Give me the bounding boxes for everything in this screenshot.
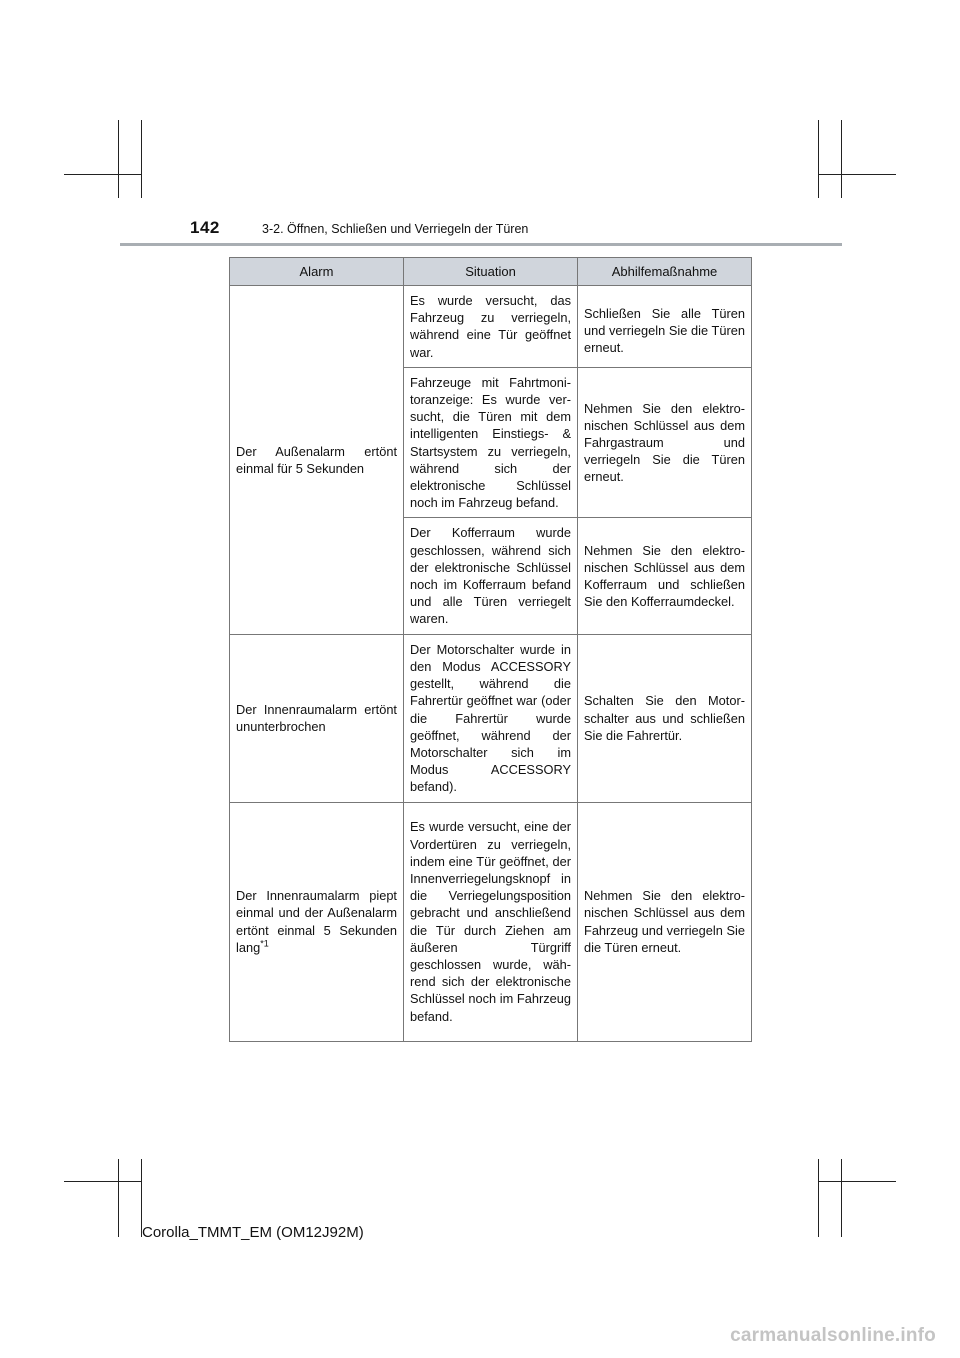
crop-mark [64,1181,141,1182]
remedy-cell: Schalten Sie den Motorschalter aus und schließen Sie die Fahrertür. [578,634,752,802]
watermark: carmanualsonline.info [730,1325,936,1346]
alarm-text: Der Innenraumalarm piept einmal und der Außenalarm ertönt einmal 5 Sekunden lang [236,888,397,955]
crop-mark [64,174,141,175]
column-header-situation: Situation [404,258,578,286]
remedy-cell: Schließen Sie alle Türen und verriegeln Sie die Türen erneut. [578,286,752,368]
crop-mark [818,120,819,198]
crop-mark [841,1159,842,1237]
situation-cell: Fahrzeuge mit Fahrtmonitoranzeige: Es wurde versucht, die Türen mit dem intelligenten Einstiegs- & Startsystem zu verriegeln, während sich der elektronische Schlüssel noch im Fahrzeug befand. [404,367,578,518]
table-row [230,286,752,368]
table-row [230,802,752,1041]
situation-cell: Der Kofferraum wurde geschlossen, während sich der elektronische Schlüssel noch im Kofferraum befand und alle Türen verriegelt waren. [404,518,578,634]
remedy-cell: Nehmen Sie den elektronischen Schlüssel aus dem Fahrzeug und verriegeln Sie die Türen erneut. [578,802,752,1041]
crop-mark [118,1159,119,1237]
alarm-cell: Der Außenalarm ertönt einmal für 5 Sekunden [230,286,404,635]
crop-mark [118,120,119,198]
header-rule [120,243,842,246]
table-header-row [230,258,752,286]
column-header-remedy: Abhilfemaßnahme [578,258,752,286]
column-header-alarm: Alarm [230,258,404,286]
situation-cell: Es wurde versucht, eine der Vordertüren zu verriegeln, indem eine Tür geöffnet, der Innenverriegelungsknopf in die Verriegelungsposition gebracht und anschließend die Tür durch Ziehen am äußeren Türgriff geschlossen wurde, während sich der elektronische Schlüssel noch im Fahrzeug befand. [404,802,578,1041]
alarm-cell: Der Innenraumalarm ertönt ununterbrochen [230,634,404,802]
table-row [230,634,752,802]
alarm-table [229,257,752,1042]
crop-mark [141,120,142,198]
situation-cell: Es wurde versucht, das Fahrzeug zu verriegeln, während eine Tür geöffnet war. [404,286,578,368]
remedy-cell: Nehmen Sie den elektronischen Schlüssel aus dem Kofferraum und schließen Sie den Kofferraumdeckel. [578,518,752,634]
document-code: Corolla_TMMT_EM (OM12J92M) [142,1224,364,1241]
section-title: 3-2. Öffnen, Schließen und Verriegeln der Türen [262,222,529,236]
crop-mark [818,174,896,175]
page-number: 142 [190,218,220,237]
crop-mark [818,1159,819,1237]
remedy-cell: Nehmen Sie den elektronischen Schlüssel aus dem Fahrgastraum und verriegeln Sie die Türen erneut. [578,367,752,518]
footnote-marker: *1 [260,938,269,949]
crop-mark [841,120,842,198]
situation-cell: Der Motorschalter wurde in den Modus ACCESSORY gestellt, während die Fahrertür geöffnet war (oder die Fahrertür wurde geöffnet, während der Motorschalter sich im Modus ACCESSORY befand). [404,634,578,802]
crop-mark [818,1181,896,1182]
alarm-cell [230,802,404,1041]
